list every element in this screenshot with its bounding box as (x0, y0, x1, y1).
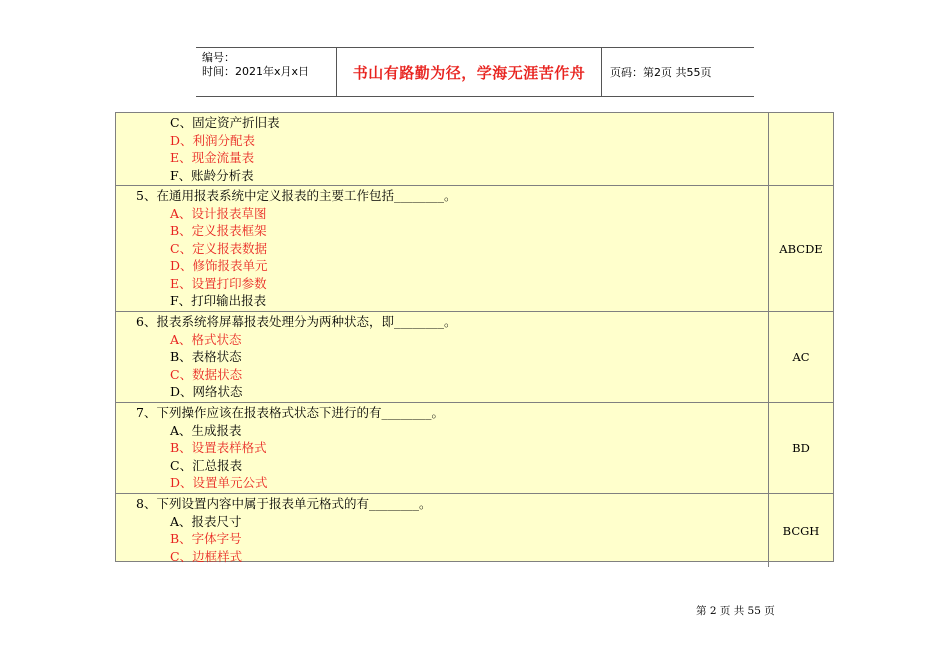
page-header (196, 47, 754, 97)
option-text: E、设置打印参数 (170, 275, 267, 291)
option-text: A、生成报表 (170, 422, 242, 438)
option-text: B、表格状态 (170, 349, 242, 364)
answer-cell (769, 113, 833, 185)
option-text: C、数据状态 (170, 366, 243, 382)
option-text: B、字体字号 (170, 531, 242, 546)
option-text: D、网络状态 (170, 384, 243, 399)
question-cell (116, 494, 769, 567)
answer-cell (769, 494, 833, 567)
option-text: C、固定资产折旧表 (170, 115, 280, 130)
option-text: C、边框样式 (170, 548, 243, 564)
question-cell (116, 403, 769, 493)
answer-text: BD (792, 441, 810, 455)
option-text: C、定义报表数据 (170, 240, 268, 256)
answer-cell (769, 312, 833, 402)
question-text: 8、下列设置内容中属于报表单元格式的有________。 (136, 496, 432, 511)
question-cell (116, 312, 769, 402)
option-text: A、设计报表草图 (170, 205, 267, 221)
answer-cell (769, 403, 833, 493)
question-cell (116, 186, 769, 311)
option-text: B、设置表样格式 (170, 440, 267, 455)
option-text: F、账龄分析表 (170, 167, 254, 183)
header-meta (196, 48, 337, 96)
page-footer: 第 2 页 共 55 页 (696, 605, 775, 617)
option-text: E、现金流量表 (170, 150, 255, 165)
time-label: 时间：2021年x月x日 (202, 65, 310, 78)
option-text: A、格式状态 (170, 331, 242, 347)
option-text: D、利润分配表 (170, 132, 256, 148)
question-row (116, 403, 833, 494)
answer-text: AC (792, 350, 810, 364)
question-table (115, 112, 834, 562)
question-text: 7、下列操作应该在报表格式状态下进行的有________。 (136, 405, 444, 420)
answer-text: ABCDE (779, 241, 823, 256)
header-page-code: 页码：第2页 共55页 (610, 66, 712, 79)
question-row (116, 312, 833, 403)
number-label: 编号： (202, 51, 235, 64)
header-motto: 书山有路勤为径，学海无涯苦作舟 (337, 48, 602, 96)
answer-cell (769, 186, 833, 311)
option-text: F、打印输出报表 (170, 293, 267, 308)
answer-text: BCGH (782, 523, 820, 538)
question-row (116, 113, 833, 186)
question-text: 6、报表系统将屏幕报表处理分为两种状态，即________。 (136, 314, 457, 329)
option-text: A、报表尺寸 (170, 513, 242, 529)
option-text: B、定义报表框架 (170, 223, 267, 238)
question-cell (116, 113, 769, 185)
option-text: C、汇总报表 (170, 457, 243, 473)
question-text: 5、在通用报表系统中定义报表的主要工作包括________。 (136, 188, 457, 203)
option-text: D、设置单元公式 (170, 475, 268, 490)
option-text: D、修饰报表单元 (170, 258, 268, 273)
question-row (116, 494, 833, 567)
question-row (116, 186, 833, 312)
